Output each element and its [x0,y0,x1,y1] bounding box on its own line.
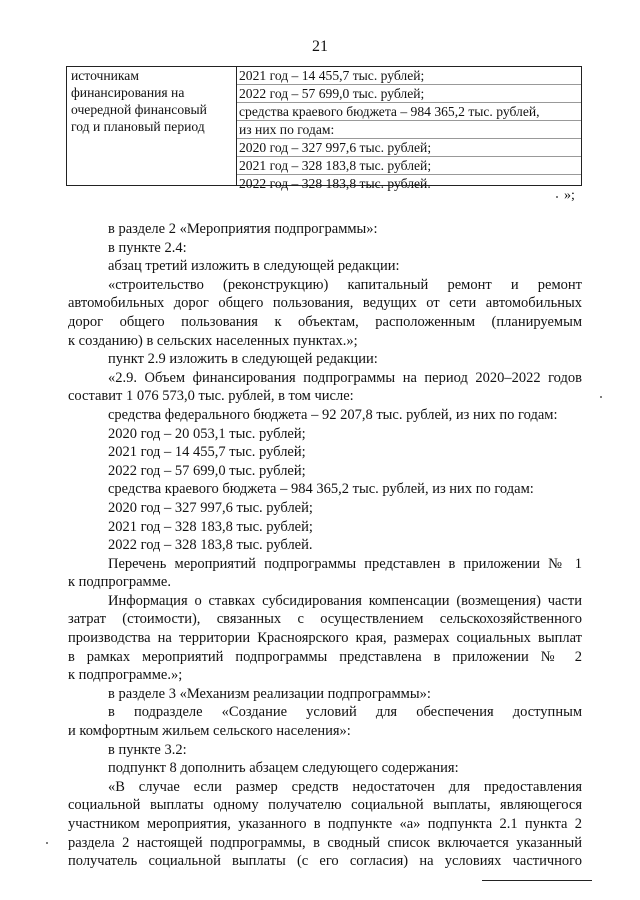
table-value-line: 2022 год – 57 699,0 тыс. рублей; [237,85,581,103]
table-label-line: очередной финансовый [71,102,207,117]
body-line: в пункте 3.2: [108,741,187,758]
body-line: и комфортным жильем сельского населения»: [68,723,351,740]
table-value-column [237,67,581,191]
body-line: в разделе 3 «Механизм реализации подпрограммы»: [108,685,431,702]
body-line: Информация о ставках субсидирования компенсации (возмещения) части [108,592,582,609]
body-line: 2021 год – 328 183,8 тыс. рублей; [108,518,313,535]
table-value-line: 2021 год – 328 183,8 тыс. рублей; [237,157,581,175]
body-line: дорог общего пользования к объектам, расположенным (планируемым [68,313,582,330]
body-line: автомобильных дорог общего пользования, ведущих от сети автомобильных [68,295,582,312]
body-line: социальной выплаты одному получателю социальной выплаты, являющегося [68,797,582,814]
body-line: Перечень мероприятий подпрограммы представлен в приложении № 1 [108,555,582,572]
body-line: «В случае если размер средств недостаточен для предоставления [108,778,582,795]
body-line: абзац третий изложить в следующей редакции: [108,258,400,275]
page-number: 21 [312,38,328,55]
body-line: «строительство (реконструкцию) капитальный ремонт и ремонт [108,276,582,293]
body-line: 2020 год – 20 053,1 тыс. рублей; [108,425,306,442]
body-line: получатель социальной выплаты (с его согласия) на условиях частичного [68,853,582,870]
body-line: средства краевого бюджета – 984 365,2 тыс. рублей, из них по годам: [108,481,534,498]
body-line: затрат (стоимости), связанных с осуществлением сельскохозяйственного [68,611,582,628]
body-line: пункт 2.9 изложить в следующей редакции: [108,351,378,368]
body-line: в пункте 2.4: [108,239,187,256]
body-line: составит 1 076 573,0 тыс. рублей, в том числе: [68,388,354,405]
body-line: в разделе 2 «Мероприятия подпрограммы»: [108,221,378,237]
table-value-line: средства краевого бюджета – 984 365,2 тыс. рублей, [237,103,581,121]
table-label-line: финансирования на [71,85,185,100]
table-value-line: из них по годам: [237,121,581,139]
body-line: производства на территории Красноярского края, размерах социальных выплат [68,630,582,647]
body-line: подпункт 8 дополнить абзацем следующего содержания: [108,760,459,777]
scan-speck [46,842,48,844]
scan-speck [600,396,602,398]
body-line: «2.9. Объем финансирования подпрограммы на период 2020–2022 годов [108,369,582,386]
body-line: средства федерального бюджета – 92 207,8 тыс. рублей, из них по годам: [108,406,558,423]
document-body [68,220,582,871]
scan-speck [556,196,558,198]
body-line: участником мероприятия, указанного в подпункте «а» подпункта 2.1 пункта 2 [68,816,582,832]
body-line: к созданию) в сельских населенных пунктах.»; [68,332,358,349]
funding-table [66,66,582,191]
table-label-column [67,67,237,185]
body-line: 2021 год – 14 455,7 тыс. рублей; [108,444,306,461]
body-line: в подразделе «Создание условий для обеспечения доступным [108,704,582,721]
body-line: в рамках мероприятий подпрограммы представлена в приложении № 2 [68,648,582,665]
signature-line [482,880,592,881]
body-line: к подпрограмме. [68,574,171,591]
body-line: к подпрограмме.»; [68,667,183,684]
table-closing-quote: »; [564,188,575,203]
body-line: 2022 год – 328 183,8 тыс. рублей. [108,537,313,554]
table-value-line: 2020 год – 327 997,6 тыс. рублей; [237,139,581,157]
table-label-line: источникам [71,68,139,83]
body-line: раздела 2 настоящей подпрограммы, в сводный список включается указанный [68,834,582,851]
body-line: 2022 год – 57 699,0 тыс. рублей; [108,462,306,479]
table-value-line: 2021 год – 14 455,7 тыс. рублей; [237,67,581,85]
table-label-line: год и плановый период [71,119,205,134]
body-line: 2020 год – 327 997,6 тыс. рублей; [108,499,313,516]
table-value-line: 2022 год – 328 183,8 тыс. рублей. [239,176,431,191]
